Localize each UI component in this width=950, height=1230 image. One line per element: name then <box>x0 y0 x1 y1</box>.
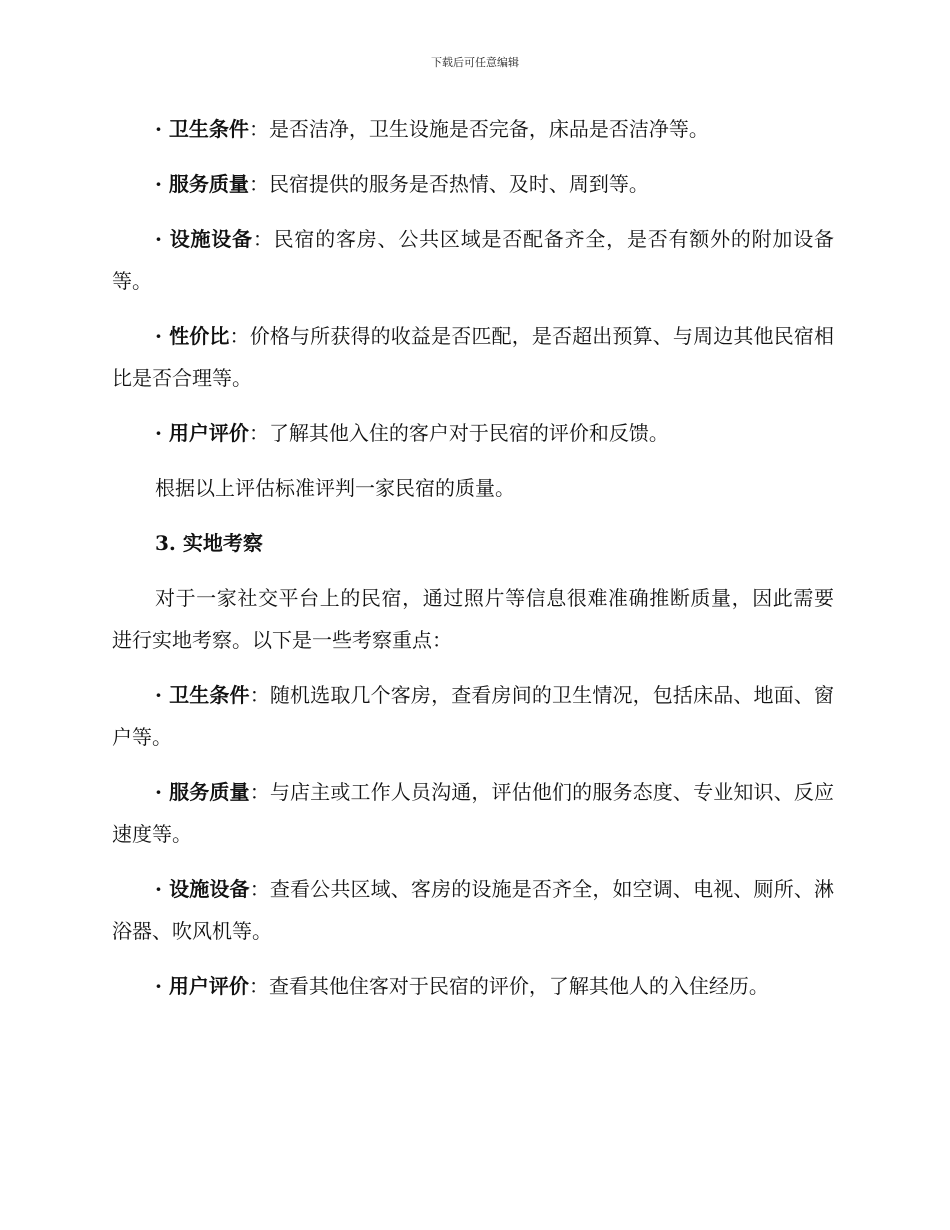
criterion-facilities <box>112 218 834 302</box>
term-description: 查看其他住客对于民宿的评价，了解其他人的入住经历。 <box>268 974 769 998</box>
criterion-value <box>112 315 834 399</box>
inspect-service <box>112 771 834 855</box>
inspect-facilities <box>112 868 834 952</box>
inspect-reviews <box>112 965 834 1007</box>
section-heading <box>112 522 834 564</box>
term-description: 是否洁净，卫生设施是否完备，床品是否洁净等。 <box>268 117 709 141</box>
term-separator: ： <box>249 877 270 901</box>
term-label: · 卫生条件 <box>155 683 250 707</box>
term-separator: ： <box>249 683 270 707</box>
term-separator: ： <box>252 227 274 251</box>
term-label: · 性价比 <box>155 324 230 348</box>
term-label: · 卫生条件 <box>155 117 249 141</box>
term-description: 查看公共区域、客房的设施是否齐全，如空调、电视、厕所、淋浴器、吹风机等。 <box>112 877 835 943</box>
inspect-hygiene <box>112 674 834 758</box>
term-separator: ： <box>248 421 269 445</box>
intro-paragraph <box>112 577 834 661</box>
term-label: · 服务质量 <box>155 780 250 804</box>
term-description: 与店主或工作人员沟通，评估他们的服务态度、专业知识、反应速度等。 <box>112 780 835 846</box>
term-label: · 设施设备 <box>155 227 253 251</box>
term-description: 民宿的客房、公共区域是否配备齐全，是否有额外的附加设备等。 <box>112 227 835 293</box>
term-separator: ： <box>248 974 269 998</box>
term-description: 随机选取几个客房，查看房间的卫生情况，包括床品、地面、窗户等。 <box>112 683 835 749</box>
criterion-hygiene <box>112 108 834 150</box>
term-label: · 服务质量 <box>155 172 249 196</box>
term-label: · 设施设备 <box>155 877 250 901</box>
page-header: 下载后可任意编辑 <box>431 56 519 69</box>
term-separator: ： <box>248 172 269 196</box>
term-separator: ： <box>229 324 250 348</box>
document-body <box>112 108 834 1020</box>
term-separator: ： <box>249 780 270 804</box>
term-description: 民宿提供的服务是否热情、及时、周到等。 <box>268 172 649 196</box>
paragraph-text: 根据以上评估标准评判一家民宿的质量。 <box>155 476 515 500</box>
term-description: 价格与所获得的收益是否匹配，是否超出预算、与周边其他民宿相比是否合理等。 <box>112 324 834 390</box>
heading-text: 3. 实地考察 <box>155 531 263 555</box>
term-description: 了解其他入住的客户对于民宿的评价和反馈。 <box>268 421 669 445</box>
summary-paragraph <box>112 467 834 509</box>
criterion-reviews <box>112 412 834 454</box>
term-separator: ： <box>248 117 269 141</box>
term-label: · 用户评价 <box>155 974 249 998</box>
paragraph-text: 对于一家社交平台上的民宿，通过照片等信息很难准确推断质量，因此需要进行实地考察。以下是一些考察重点： <box>112 586 834 652</box>
criterion-service <box>112 163 834 205</box>
term-label: · 用户评价 <box>155 421 249 445</box>
